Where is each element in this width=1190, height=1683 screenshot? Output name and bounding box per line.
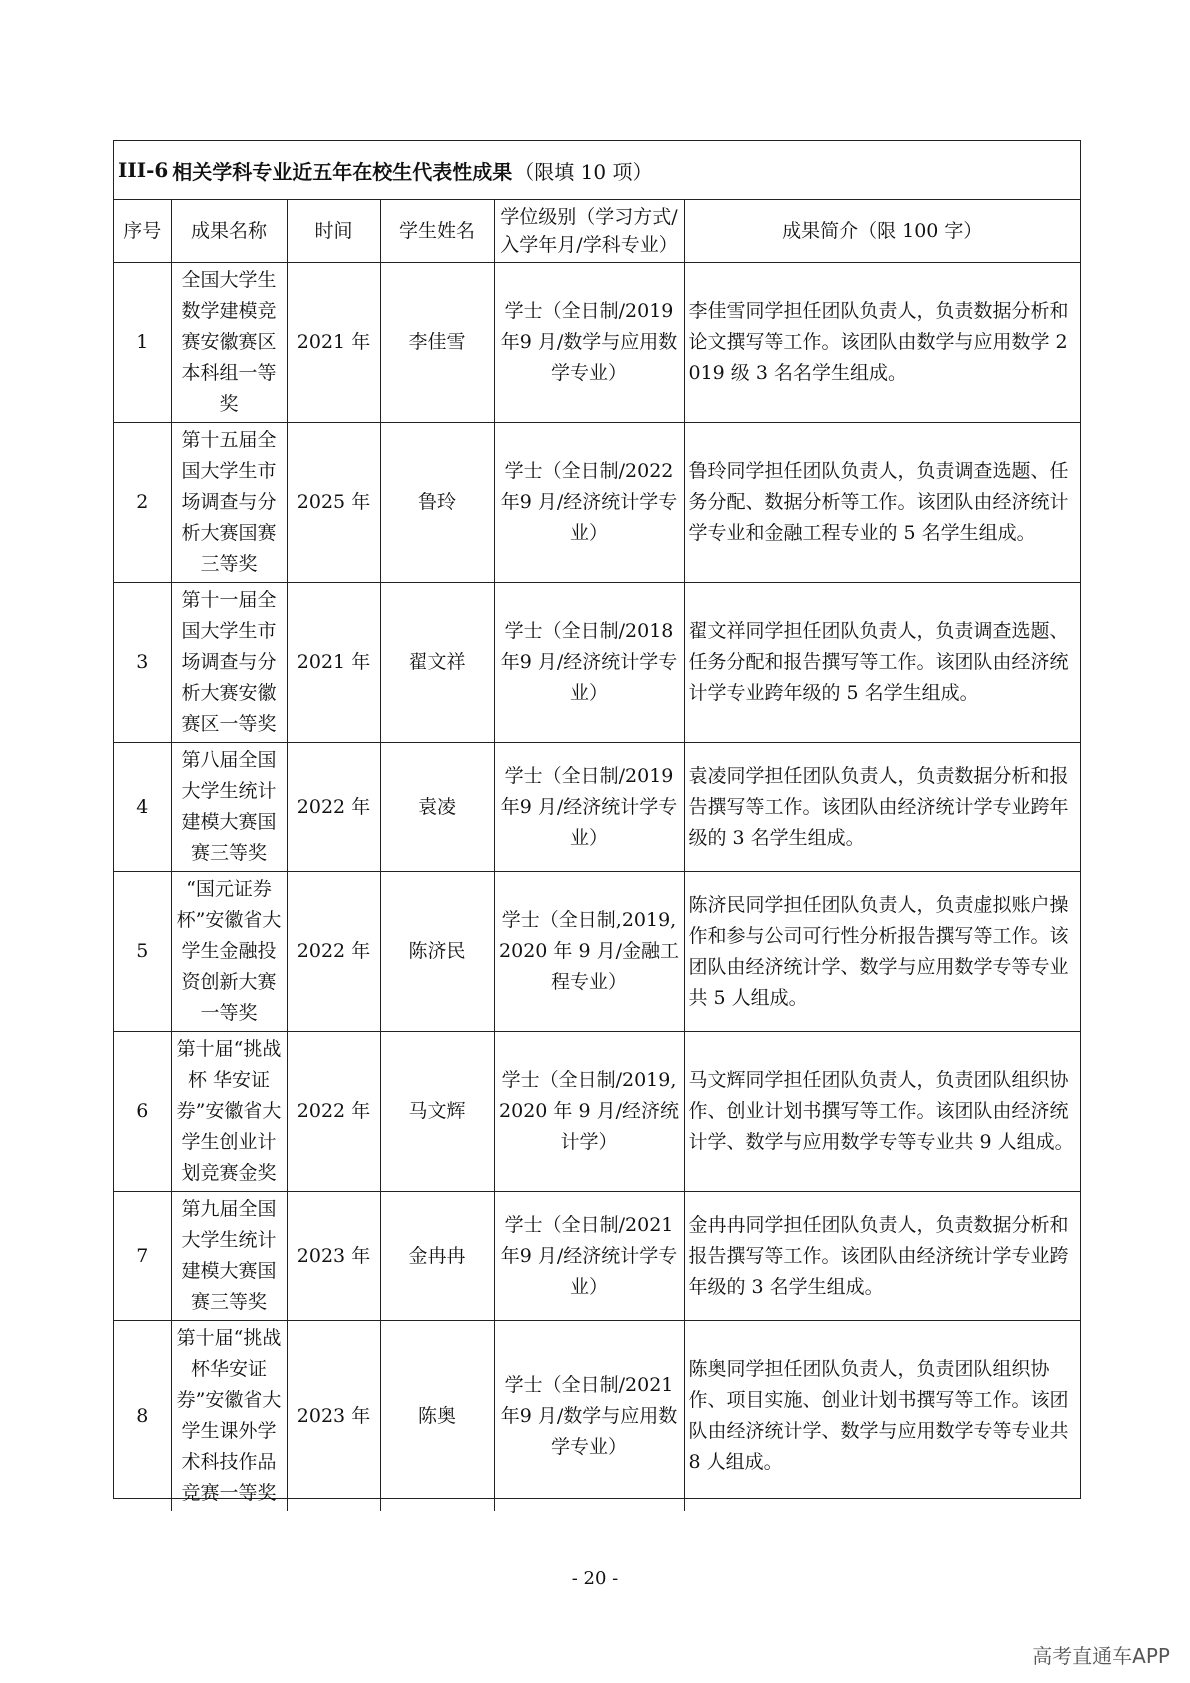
col-header-degree: 学位级别（学习方式/入学年月/学科专业） — [494, 200, 684, 263]
section-title — [114, 141, 1080, 200]
col-header-student: 学生姓名 — [380, 200, 494, 263]
row-student: 马文辉 — [380, 1032, 494, 1192]
achievements-table — [114, 200, 1080, 1511]
row-summary: 陈济民同学担任团队负责人，负责虚拟账户操作和参与公司可行性分析报告撰写等工作。该团队由经济统计学、数学与应用数学专等专业共 5 人组成。 — [684, 872, 1080, 1032]
row-student: 鲁玲 — [380, 423, 494, 583]
row-name: 第十五届全国大学生市场调查与分析大赛国赛三等奖 — [171, 423, 287, 583]
row-summary: 袁凌同学担任团队负责人，负责数据分析和报告撰写等工作。该团队由经济统计学专业跨年级的 3 名学生组成。 — [684, 743, 1080, 872]
row-no: 2 — [114, 423, 171, 583]
row-student: 翟文祥 — [380, 583, 494, 743]
row-no: 7 — [114, 1192, 171, 1321]
row-summary: 马文辉同学担任团队负责人，负责团队组织协作、创业计划书撰写等工作。该团队由经济统计学、数学与应用数学专等专业共 9 人组成。 — [684, 1032, 1080, 1192]
section-title-text: 相关学科专业近五年在校生代表性成果 — [172, 159, 513, 184]
table-row — [114, 423, 1080, 583]
row-degree: 学士（全日制/2019 年9 月/经济统计学专业） — [494, 743, 684, 872]
row-no: 5 — [114, 872, 171, 1032]
row-student: 李佳雪 — [380, 263, 494, 423]
table-row — [114, 263, 1080, 423]
row-time: 2022 年 — [287, 1032, 380, 1192]
row-degree: 学士（全日制/2018 年9 月/经济统计学专业） — [494, 583, 684, 743]
table-row — [114, 1192, 1080, 1321]
row-time: 2025 年 — [287, 423, 380, 583]
col-header-summary: 成果简介（限 100 字） — [684, 200, 1080, 263]
table-row — [114, 872, 1080, 1032]
table-row — [114, 1032, 1080, 1192]
row-time: 2021 年 — [287, 583, 380, 743]
row-student: 陈济民 — [380, 872, 494, 1032]
table-row — [114, 743, 1080, 872]
section-note: （限填 10 项） — [514, 159, 653, 184]
row-degree: 学士（全日制/2019,2020 年 9 月/经济统计学） — [494, 1032, 684, 1192]
row-no: 8 — [114, 1321, 171, 1512]
row-no: 1 — [114, 263, 171, 423]
row-time: 2021 年 — [287, 263, 380, 423]
table-row — [114, 1321, 1080, 1512]
col-header-name: 成果名称 — [171, 200, 287, 263]
row-degree: 学士（全日制,2019,2020 年 9 月/金融工程专业） — [494, 872, 684, 1032]
row-name: 第十届“挑战杯华安证券”安徽省大学生课外学术科技作品竞赛一等奖 — [171, 1321, 287, 1512]
row-time: 2023 年 — [287, 1321, 380, 1512]
row-degree: 学士（全日制/2019 年9 月/数学与应用数学专业） — [494, 263, 684, 423]
row-summary: 陈奥同学担任团队负责人，负责团队组织协作、项目实施、创业计划书撰写等工作。该团队由经济统计学、数学与应用数学专等专业共 8 人组成。 — [684, 1321, 1080, 1512]
row-time: 2022 年 — [287, 743, 380, 872]
row-name: 全国大学生数学建模竞赛安徽赛区本科组一等奖 — [171, 263, 287, 423]
row-no: 4 — [114, 743, 171, 872]
row-name: “国元证券杯”安徽省大学生金融投资创新大赛一等奖 — [171, 872, 287, 1032]
row-summary: 金冉冉同学担任团队负责人，负责数据分析和报告撰写等工作。该团队由经济统计学专业跨年级的 3 名学生组成。 — [684, 1192, 1080, 1321]
row-student: 陈奥 — [380, 1321, 494, 1512]
row-degree: 学士（全日制/2022 年9 月/经济统计学专业） — [494, 423, 684, 583]
table-header-row — [114, 200, 1080, 263]
row-student: 金冉冉 — [380, 1192, 494, 1321]
row-no: 6 — [114, 1032, 171, 1192]
row-no: 3 — [114, 583, 171, 743]
row-name: 第十届“挑战杯 华安证券”安徽省大学生创业计划竞赛金奖 — [171, 1032, 287, 1192]
row-name: 第九届全国大学生统计建模大赛国赛三等奖 — [171, 1192, 287, 1321]
page-number: - 20 - — [571, 1568, 619, 1589]
row-time: 2023 年 — [287, 1192, 380, 1321]
row-name: 第八届全国大学生统计建模大赛国赛三等奖 — [171, 743, 287, 872]
row-degree: 学士（全日制/2021 年9 月/数学与应用数学专业） — [494, 1321, 684, 1512]
watermark-text: 高考直通车APP — [1032, 1644, 1170, 1668]
col-header-no: 序号 — [114, 200, 171, 263]
row-degree: 学士（全日制/2021 年9 月/经济统计学专业） — [494, 1192, 684, 1321]
table-row — [114, 583, 1080, 743]
row-time: 2022 年 — [287, 872, 380, 1032]
row-summary: 翟文祥同学担任团队负责人，负责调查选题、任务分配和报告撰写等工作。该团队由经济统计学专业跨年级的 5 名学生组成。 — [684, 583, 1080, 743]
row-summary: 李佳雪同学担任团队负责人，负责数据分析和论文撰写等工作。该团队由数学与应用数学 2019 级 3 名名学生组成。 — [684, 263, 1080, 423]
row-student: 袁凌 — [380, 743, 494, 872]
col-header-time: 时间 — [287, 200, 380, 263]
achievements-table-frame — [113, 140, 1081, 1504]
row-name: 第十一届全国大学生市场调查与分析大赛安徽赛区一等奖 — [171, 583, 287, 743]
section-code: III-6 — [118, 158, 169, 182]
row-summary: 鲁玲同学担任团队负责人，负责调查选题、任务分配、数据分析等工作。该团队由经济统计学专业和金融工程专业的 5 名学生组成。 — [684, 423, 1080, 583]
